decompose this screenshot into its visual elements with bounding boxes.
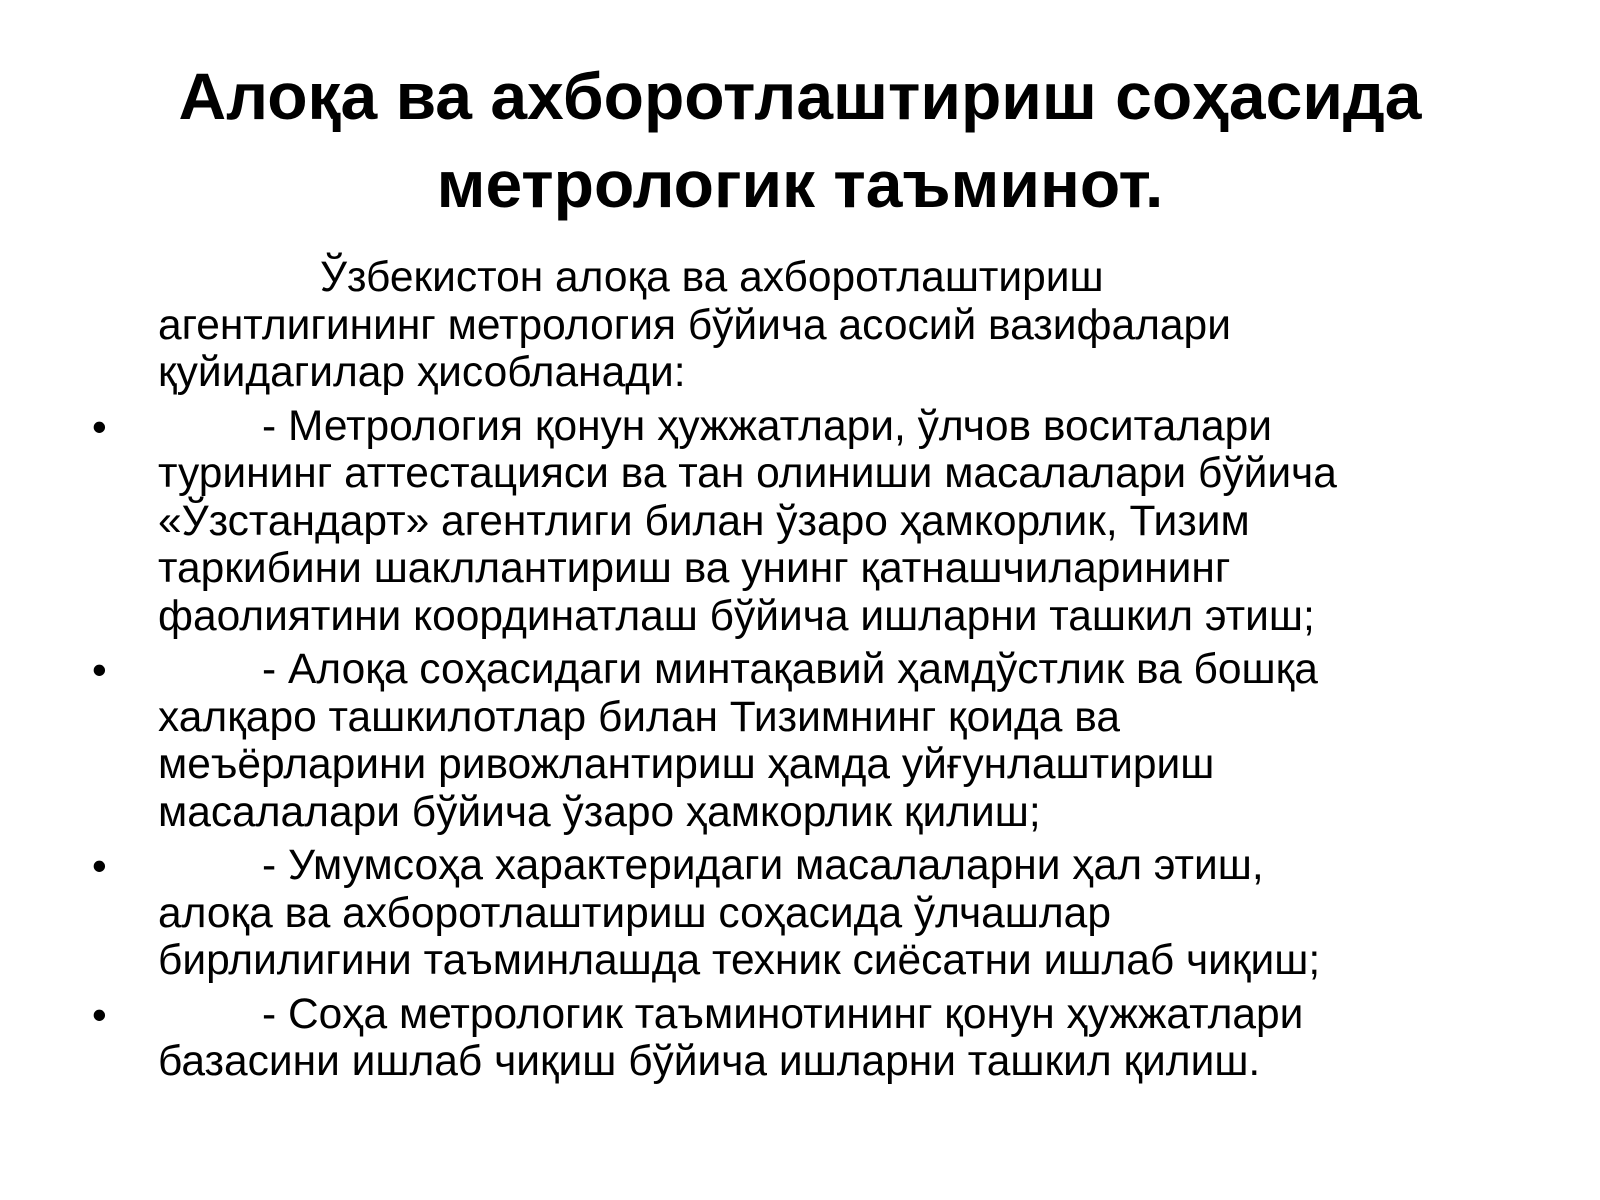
list-item-line: масалалари бўйича ўзаро ҳамкорлик қилиш; [158, 788, 1041, 836]
bullet-icon: • [92, 842, 107, 889]
bullet-icon: • [92, 402, 107, 450]
list-item-line: базасини ишлаб чиқиш бўйича ишларни ташкил қилиш. [158, 1038, 1261, 1085]
list-item [0, 842, 1600, 985]
list-item [0, 646, 1600, 836]
slide-body [0, 254, 1600, 1092]
list-item-line: фаолиятини координатлаш бўйича ишларни ташкил этиш; [158, 592, 1315, 640]
list-item-line: меъёрларини ривожлантириш ҳамда уйғунлаштириш [158, 741, 1215, 788]
list-item-line: таркибини шакллантириш ва унинг қатнашчиларининг [158, 545, 1231, 592]
intro-paragraph [0, 254, 1600, 397]
list-item-line: турининг аттестацияси ва тан олиниши масалалари бўйича [158, 450, 1337, 497]
slide-title [60, 52, 1540, 228]
list-item-line: - Соҳа метрологик таъминотининг қонун ҳужжатлари [262, 990, 1304, 1038]
bullet-icon: • [92, 990, 107, 1038]
intro-line: қуйидагилар ҳисобланади: [158, 349, 686, 396]
list-item-line: алоқа ва ахборотлаштириш соҳасида ўлчашлар [158, 889, 1111, 937]
intro-line: агентлигининг метрология бўйича асосий вазифалари [158, 301, 1231, 349]
bullet-icon: • [92, 646, 107, 693]
list-item-line: бирлилигини таъминлашда техник сиёсатни ишлаб чиқиш; [158, 937, 1321, 984]
list-item [0, 991, 1600, 1086]
list-item-line: - Метрология қонун ҳужжатлари, ўлчов воситалари [262, 402, 1273, 450]
slide-title-line-2: метрологик таъминот. [436, 147, 1164, 221]
list-item-line: «Ўзстандарт» агентлиги билан ўзаро ҳамкорлик, Тизим [158, 497, 1250, 545]
intro-line: Ўзбекистон алоқа ва ахборотлаштириш [320, 254, 1104, 301]
slide-title-line-1: Алоқа ва ахборотлаштириш соҳасида [178, 59, 1422, 133]
list-item [0, 403, 1600, 641]
list-item-line: - Умумсоҳа характеридаги масалаларни ҳал этиш, [262, 842, 1264, 889]
list-item-line: - Алоқа соҳасидаги минтақавий ҳамдўстлик ва бошқа [262, 646, 1318, 693]
list-item-line: халқаро ташкилотлар билан Тизимнинг қоида ва [158, 693, 1120, 741]
